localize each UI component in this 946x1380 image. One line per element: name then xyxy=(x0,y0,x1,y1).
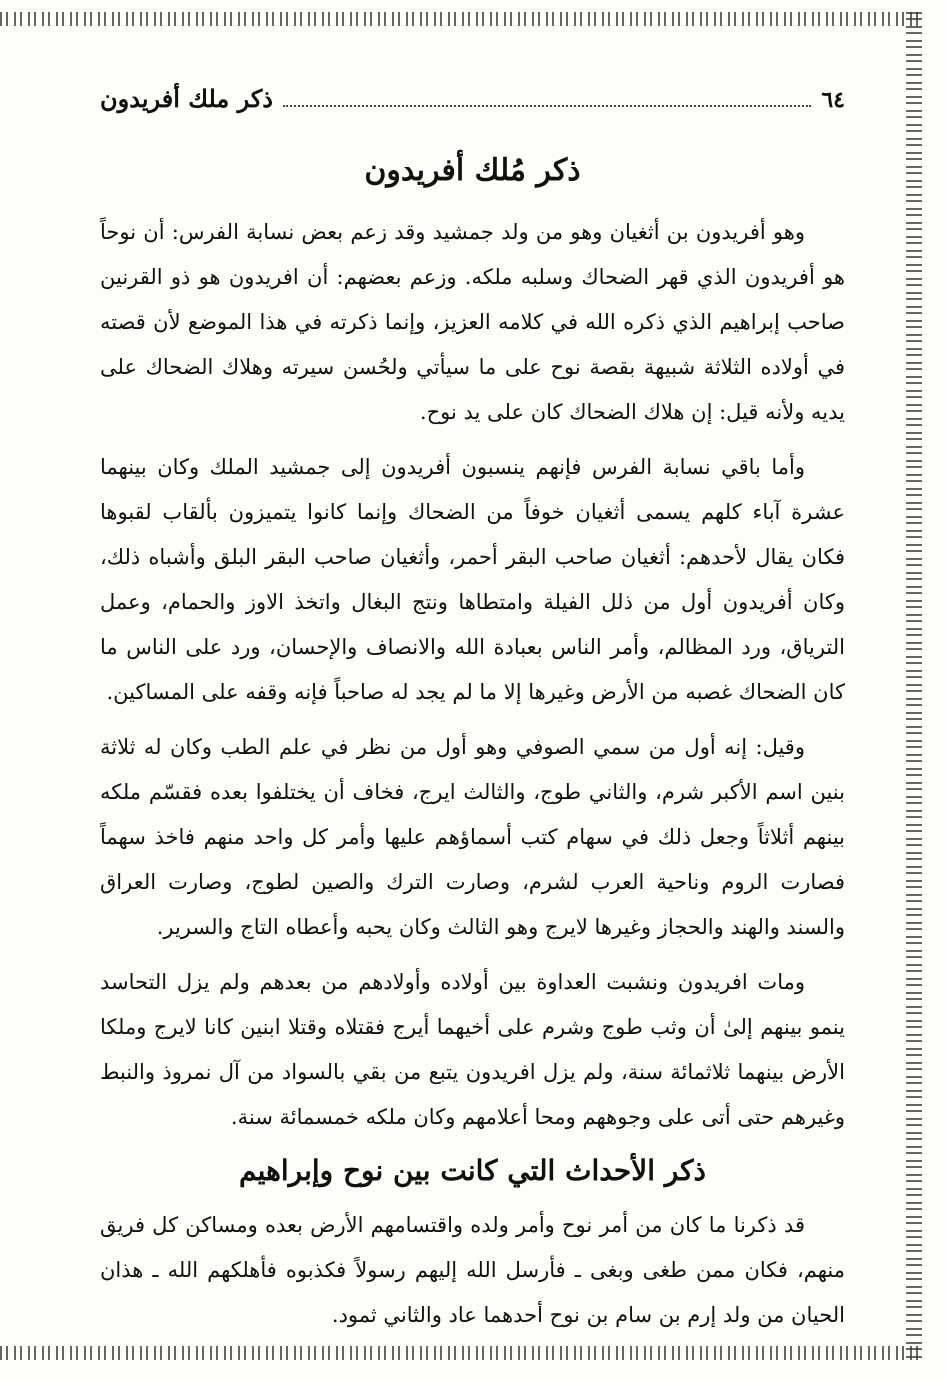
paragraph: وقيل: إنه أول من سمي الصوفي وهو أول من نظر في علم الطب وكان له ثلاثة بنين اسم الأكبر شرم، والثاني طوج، والثالث ايرج، فخاف أن يختلفوا بعده فقسّم ملكه بينهم أثلاثاً وجعل ذلك في سهام كتب أسماؤهم عليها وأمر كل واحد منهم فاخذ سهماً فصارت الروم وناحية العرب لشرم، وصارت الترك والصين لطوج، وصارت العراق والسند والهند والحجاز وغيرها لايرج وهو الثالث وكان يحبه وأعطاه التاج والسرير. xyxy=(100,735,845,939)
running-header xyxy=(100,84,845,113)
header-dot-leader xyxy=(283,91,811,107)
page-content xyxy=(100,80,845,1348)
paragraph: وهو أفريدون بن أثغيان وهو من ولد جمشيد وقد زعم بعض نسابة الفرس: أن نوحاً هو أفريدون الذي قهر الضحاك وسلبه ملكه. وزعم بعضهم: أن افريدون هو ذو القرنين صاحب إبراهيم الذي ذكره الله في كلامه العزيز، وإنما ذكرته في هذا الموضع لأن قصته في أولاده الثلاثة شبيهة بقصة نوح على ما سيأتي ولحُسن سيرته وهلاك الضحاك على يديه ولأنه قيل: إن هلاك الضحاك كان على يد نوح. xyxy=(100,220,845,424)
chapter-title: ذكر مُلك أفريدون xyxy=(364,153,581,188)
section-title: ذكر الأحداث التي كانت بين نوح وإبراهيم xyxy=(239,1154,706,1187)
running-title: ذكر ملك أفريدون xyxy=(100,84,273,113)
paragraph: وأما باقي نسابة الفرس فإنهم ينسبون أفريدون إلى جمشيد الملك وكان بينهما عشرة آباء كلهم يسمى أثغيان خوفاً من الضحاك وإنما كانوا يتميزون بألقاب لقبوها فكان يقال لأحدهم: أثغيان صاحب البقر أحمر، وأثغيان صاحب البقر البلق وأشباه ذلك، وكان أفريدون أول من ذلل الفيلة وامتطاها ونتج البغال واتخذ الاوز والحمام، وعمل الترياق، ورد المظالم، وأمر الناس بعبادة الله والانصاف والإحسان، ورد على الناس ما كان الضحاك غصبه من الأرض وغيرها إلا ما لم يجد له صاحباً فإنه وقفه على المساكين. xyxy=(100,455,845,704)
page-number: ٦٤ xyxy=(821,87,845,113)
ornamental-border-bottom xyxy=(0,1346,922,1360)
paragraph: قد ذكرنا ما كان من أمر نوح وأمر ولده واقتسامهم الأرض بعده ومساكن كل فريق منهم، فكان ممن طغى وبغى ـ فأرسل الله إليهم رسولاً فكذبوه فأهلكهم الله ـ هذان الحيان من ولد إرم بن سام بن نوح أحدهما عاد والثاني ثمود. xyxy=(100,1213,845,1327)
ornamental-border-top xyxy=(0,12,922,26)
ornamental-border-right xyxy=(906,12,922,1360)
paragraph: ومات افريدون ونشبت العداوة بين أولاده وأولادهم من بعدهم ولم يزل التحاسد ينمو بينهم إلىٰ أن وثب طوج وشرم على أخيهما أيرج فقتلاه وقتلا ابنين كانا لايرج وملكا الأرض بينهما ثلاثمائة سنة، ولم يزل افريدون يتبع من بقي بالسواد من آل نمروذ والنبط وغيرهم حتى أتى على وجوههم ومحا أعلامهم وكان ملكه خمسمائة سنة. xyxy=(100,970,845,1129)
